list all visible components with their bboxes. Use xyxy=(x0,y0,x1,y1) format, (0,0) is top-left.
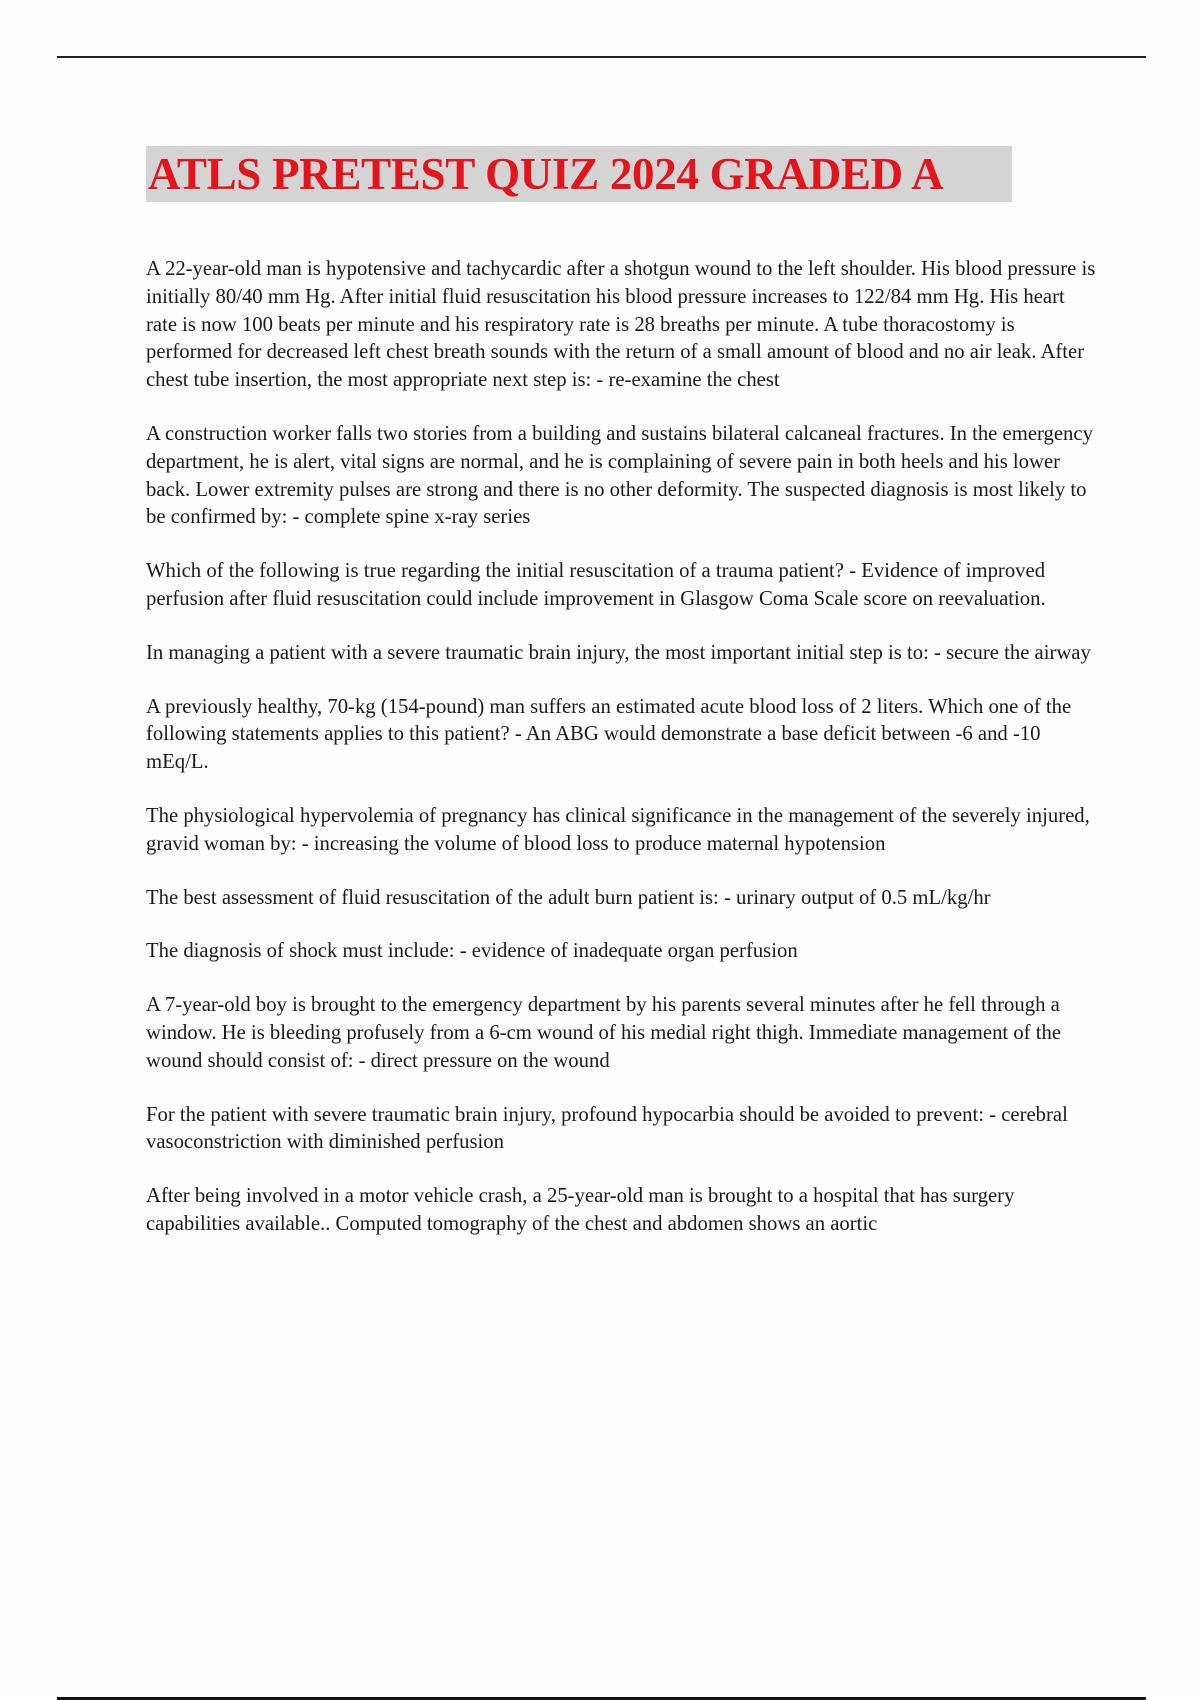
qa-item: A 22-year-old man is hypotensive and tachycardic after a shotgun wound to the left shoulder. His blood pressure is initially 80/40 mm Hg. After initial fluid resuscitation his blood pressure increases to 122/84 mm Hg. His heart rate is now 100 beats per minute and his respiratory rate is 28 breaths per minute. A tube thoracostomy is performed for decreased left chest breath sounds with the return of a small amount of blood and no air leak. After chest tube insertion, the most appropriate next step is: - re-examine the chest xyxy=(146,258,1096,392)
document-title: ATLS PRETEST QUIZ 2024 GRADED A xyxy=(146,146,1012,202)
qa-item: In managing a patient with a severe traumatic brain injury, the most important initial step is to: - secure the airway xyxy=(146,641,1091,664)
document-body xyxy=(146,256,1096,1265)
qa-item: A 7-year-old boy is brought to the emergency department by his parents several minutes after he fell through a window. He is bleeding profusely from a 6-cm wound of his medial right thigh. Immediate management of the wound should consist of: - direct pressure on the wound xyxy=(146,994,1062,1072)
qa-item: For the patient with severe traumatic brain injury, profound hypocarbia should be avoided to prevent: - cerebral vasoconstriction with diminished perfusion xyxy=(146,1103,1068,1154)
qa-item: A construction worker falls two stories from a building and sustains bilateral calcaneal fractures. In the emergency department, he is alert, vital signs are normal, and he is complaining of severe pain in both heels and his lower back. Lower extremity pulses are strong and there is no other deformity. The suspected diagnosis is most likely to be confirmed by: - complete spine x-ray series xyxy=(146,422,1093,529)
qa-item: Which of the following is true regarding the initial resuscitation of a trauma patient? - Evidence of improved perfusion after fluid resuscitation could include improvement in Glasgow Coma Scale score on reevaluation. xyxy=(146,560,1046,610)
qa-item: The physiological hypervolemia of pregnancy has clinical significance in the management of the severely injured, gravid woman by: - increasing the volume of blood loss to produce maternal hypotension xyxy=(146,804,1090,855)
qa-item: A previously healthy, 70-kg (154-pound) man suffers an estimated acute blood loss of 2 liters. Which one of the following statements applies to this patient? - An ABG would demonstrate a base deficit between -6 and -10 mEq/L. xyxy=(146,695,1072,774)
qa-item: The best assessment of fluid resuscitation of the adult burn patient is: - urinary output of 0.5 mL/kg/hr xyxy=(146,886,991,909)
qa-item: After being involved in a motor vehicle crash, a 25-year-old man is brought to a hospital that has surgery capabilities available.. Computed tomography of the chest and abdomen shows an aortic xyxy=(146,1185,1015,1235)
qa-item: The diagnosis of shock must include: - evidence of inadequate organ perfusion xyxy=(146,940,798,963)
header-rule xyxy=(57,56,1146,58)
